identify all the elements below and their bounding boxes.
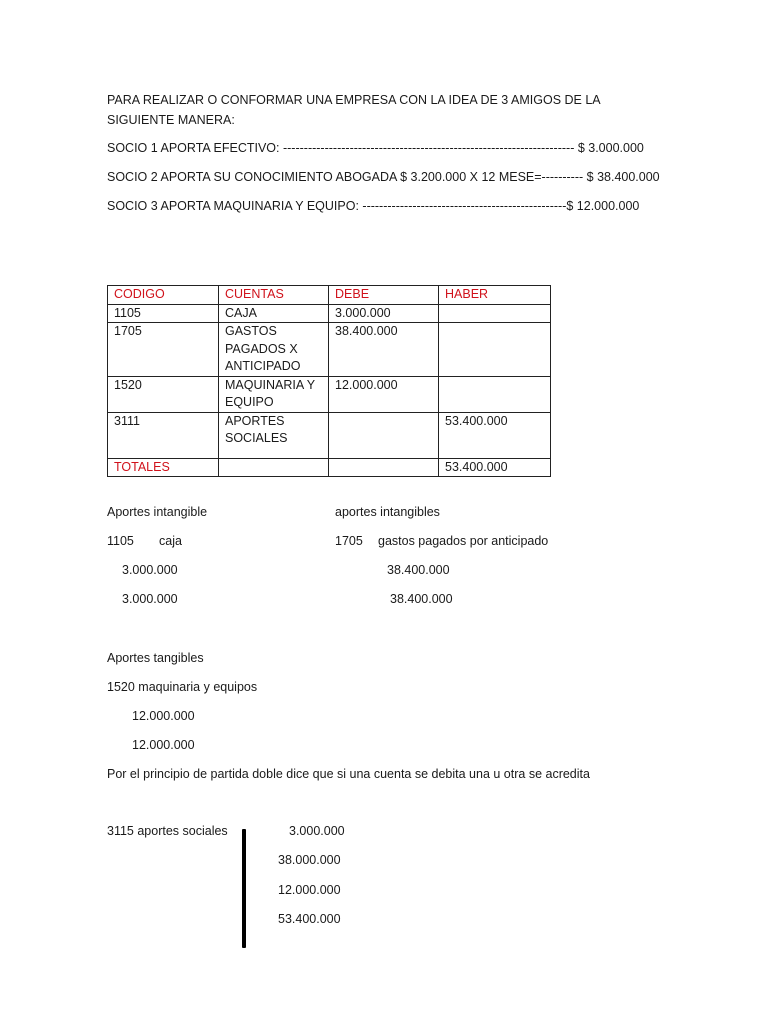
aportes-value-3: 12.000.000 <box>278 883 341 897</box>
ledger-table <box>107 285 551 477</box>
header-cuentas: CUENTAS <box>219 286 329 305</box>
cell-debe: 12.000.000 <box>329 376 439 412</box>
header-haber: HABER <box>439 286 551 305</box>
cell-cuenta: MAQUINARIA Y EQUIPO <box>219 376 329 412</box>
tangibles-value-2: 12.000.000 <box>132 738 195 752</box>
tangibles-account: 1520 maquinaria y equipos <box>107 680 258 694</box>
table-row <box>108 412 551 458</box>
cell-haber: 53.400.000 <box>439 412 551 458</box>
aportes-value-2: 38.000.000 <box>278 853 341 867</box>
cell-haber <box>439 323 551 377</box>
cell-cuenta: APORTES SOCIALES <box>219 412 329 458</box>
intangibles-left-heading: Aportes intangible <box>107 505 208 519</box>
double-entry-principle: Por el principio de partida doble dice que si una cuenta se debita una u otra se acredita <box>107 767 590 781</box>
tangibles-heading: Aportes tangibles <box>107 651 204 665</box>
cell-debe <box>329 412 439 458</box>
table-header-row <box>108 286 551 305</box>
cell-codigo: 1705 <box>108 323 219 377</box>
socio-2-line: SOCIO 2 APORTA SU CONOCIMIENTO ABOGADA $ 3.200.000 X 12 MESE=---------- $ 38.400.000 <box>107 170 660 184</box>
document-title: PARA REALIZAR O CONFORMAR UNA EMPRESA CON LA IDEA DE 3 AMIGOS DE LA SIGUIENTE MANERA: <box>107 93 600 127</box>
gastos-code: 1705 <box>335 534 363 548</box>
socio-1-line: SOCIO 1 APORTA EFECTIVO: ---------------------------------------------------------------------- $ 3.000.000 <box>107 141 644 155</box>
caja-value-1: 3.000.000 <box>122 563 178 577</box>
table-row <box>108 376 551 412</box>
cell-codigo: 1105 <box>108 304 219 323</box>
totals-label: TOTALES <box>108 458 219 477</box>
intangibles-right-heading: aportes intangibles <box>335 505 440 519</box>
header-debe: DEBE <box>329 286 439 305</box>
table-row <box>108 304 551 323</box>
tangibles-value-1: 12.000.000 <box>132 709 195 723</box>
t-account-divider <box>242 829 246 948</box>
totals-haber: 53.400.000 <box>439 458 551 477</box>
gastos-name: gastos pagados por anticipado <box>378 534 549 548</box>
table-row <box>108 323 551 377</box>
gastos-value-1: 38.400.000 <box>387 563 450 577</box>
cell-haber <box>439 304 551 323</box>
aportes-value-4: 53.400.000 <box>278 912 341 926</box>
aportes-sociales-label: 3115 aportes sociales <box>107 824 228 838</box>
gastos-value-2: 38.400.000 <box>390 592 453 606</box>
header-codigo: CODIGO <box>108 286 219 305</box>
caja-name: caja <box>159 534 182 548</box>
socio-3-line: SOCIO 3 APORTA MAQUINARIA Y EQUIPO: -------------------------------------------------$ 12.000.000 <box>107 199 640 213</box>
cell-cuenta: GASTOS PAGADOS X ANTICIPADO <box>219 323 329 377</box>
cell-debe: 3.000.000 <box>329 304 439 323</box>
totals-debe <box>329 458 439 477</box>
table-totals-row <box>108 458 551 477</box>
totals-empty <box>219 458 329 477</box>
aportes-value-1: 3.000.000 <box>289 824 345 838</box>
cell-codigo: 1520 <box>108 376 219 412</box>
caja-value-2: 3.000.000 <box>122 592 178 606</box>
cell-codigo: 3111 <box>108 412 219 458</box>
cell-haber <box>439 376 551 412</box>
cell-debe: 38.400.000 <box>329 323 439 377</box>
cell-cuenta: CAJA <box>219 304 329 323</box>
caja-code: 1105 <box>107 534 134 548</box>
